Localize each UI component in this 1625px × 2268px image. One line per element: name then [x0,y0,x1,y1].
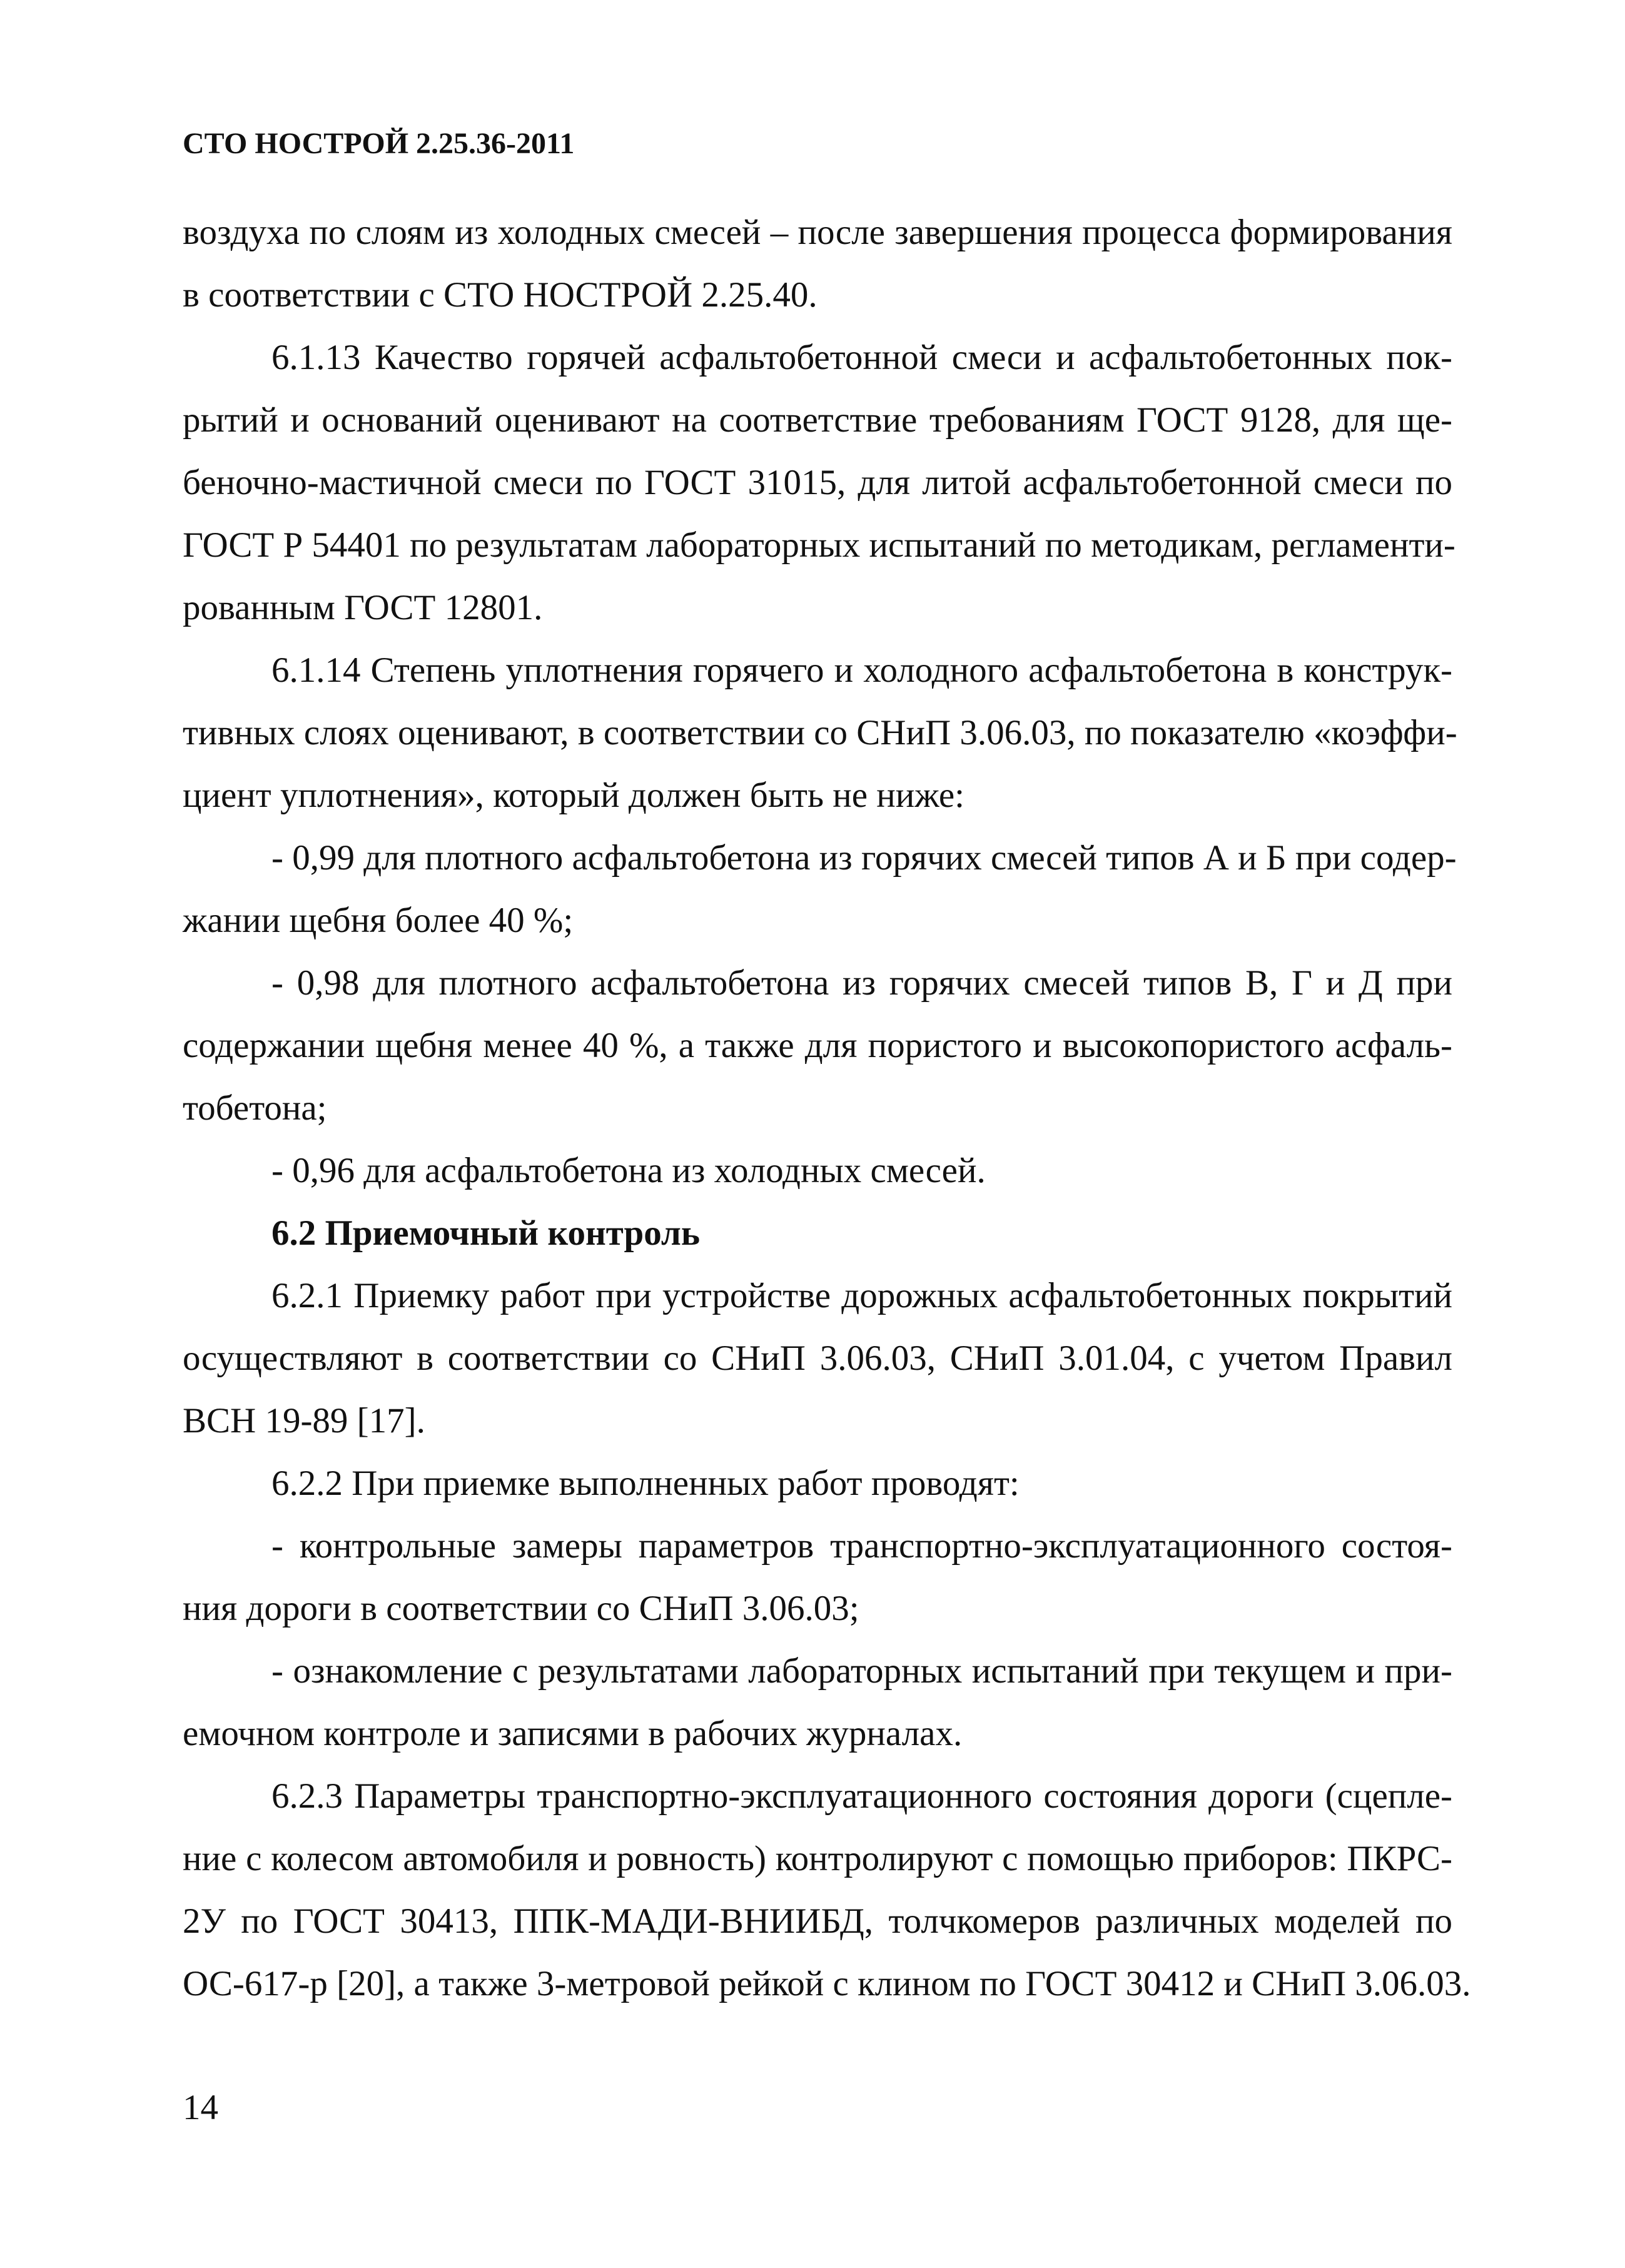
text-line: ГОСТ Р 54401 по результатам лабораторных испытаний по методикам, регламенти- [183,525,1455,565]
list-item-0-98: - 0,98 для плотного асфальтобетона из горячих смесей типов В, Г и Д при [271,963,1452,1003]
page-number: 14 [183,2088,218,2127]
text-line: емочном контроле и записями в рабочих журналах. [183,1714,963,1753]
paragraph-6-2-2: 6.2.2 При приемке выполненных работ проводят: [271,1464,1020,1503]
text-line: содержании щебня менее 40 %, а также для пористого и высокопористого асфаль- [183,1026,1452,1065]
text-line: ния дороги в соответствии со СНиП 3.06.03; [183,1589,859,1628]
section-heading-6-2: 6.2 Приемочный контроль [271,1213,701,1253]
text-line: ВСН 19-89 [17]. [183,1401,425,1440]
text-line: осуществляют в соответствии со СНиП 3.06.03, СНиП 3.01.04, с учетом Правил [183,1339,1452,1378]
text-line: циент уплотнения», который должен быть не ниже: [183,776,965,815]
document-header: СТО НОСТРОЙ 2.25.36-2011 [183,127,575,160]
list-item-0-96: - 0,96 для асфальтобетона из холодных смесей. [271,1151,986,1190]
text-line: тивных слоях оценивают, в соответствии со СНиП 3.06.03, по показателю «коэффи- [183,713,1457,752]
text-line: рованным ГОСТ 12801. [183,588,543,627]
list-item-0-99: - 0,99 для плотного асфальтобетона из горячих смесей типов А и Б при содер- [271,838,1457,878]
list-item-familiarization: - ознакомление с результатами лабораторных испытаний при текущем и при- [271,1651,1452,1691]
text-line: беночно-мастичной смеси по ГОСТ 31015, для литой асфальтобетонной смеси по [183,463,1452,502]
list-item-measurements: - контрольные замеры параметров транспортно-эксплуатационного состоя- [271,1526,1452,1566]
text-line: 2У по ГОСТ 30413, ППК-МАДИ-ВНИИБД, толчкомеров различных моделей по [183,1901,1452,1941]
text-line: ОС-617-р [20], а также 3-метровой рейкой с клином по ГОСТ 30412 и СНиП 3.06.03. [183,1964,1471,2003]
paragraph-6-1-13: 6.1.13 Качество горячей асфальтобетонной смеси и асфальтобетонных пок- [271,338,1452,377]
text-line: воздуха по слоям из холодных смесей – после завершения процесса формирования [183,213,1452,252]
paragraph-6-2-3: 6.2.3 Параметры транспортно-эксплуатационного состояния дороги (сцепле- [271,1776,1452,1816]
text-line: рытий и оснований оценивают на соответствие требованиям ГОСТ 9128, для ще- [183,400,1452,440]
text-line: тобетона; [183,1088,327,1128]
paragraph-6-1-14: 6.1.14 Степень уплотнения горячего и холодного асфальтобетона в конструк- [271,651,1452,690]
text-line: в соответствии с СТО НОСТРОЙ 2.25.40. [183,275,818,315]
text-line: ние с колесом автомобиля и ровность) контролируют с помощью приборов: ПКРС- [183,1839,1452,1878]
paragraph-6-2-1: 6.2.1 Приемку работ при устройстве дорожных асфальтобетонных покрытий [271,1276,1452,1315]
text-line: жании щебня более 40 %; [183,901,574,940]
document-body [183,201,1471,2015]
